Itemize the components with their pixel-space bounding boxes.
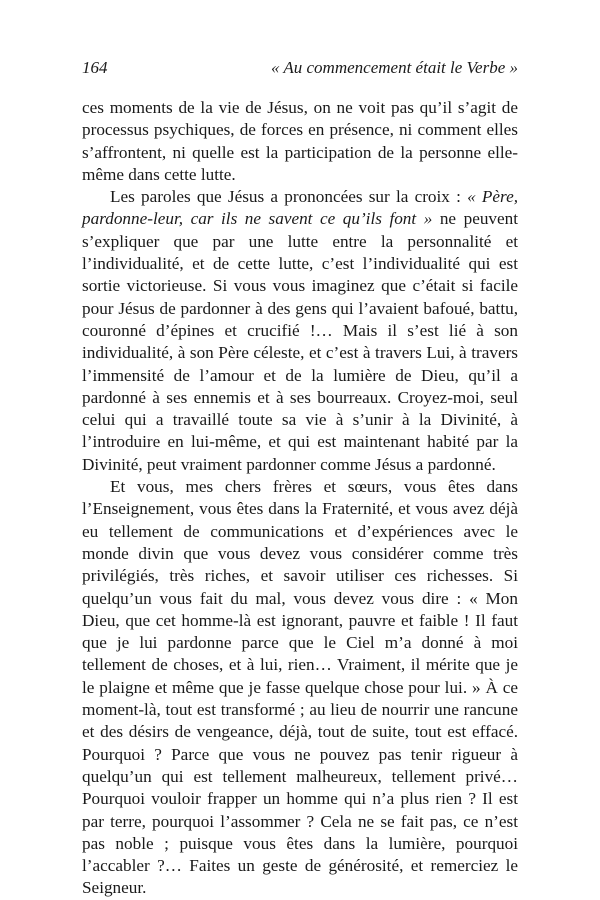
page-header bbox=[82, 58, 518, 82]
paragraph-2-rest: ne peuvent s’expliquer que par une lutte entre la personnalité et l’individualité, et de cette lutte, c’est l’individualité qui est sortie victorieuse. Si vous vous imaginez que c’était si facile pour Jésus de pardonner à des gens qui l’avaient bafoué, battu, couronné d’épines et crucifié !… Mais il s’est lié à son individualité, à son Père céleste, et c’est à travers Lui, à travers l’immensité de l’amour et de la lumière de Dieu, qu’il a pardonné à ses ennemis et à ses bourreaux. Croyez-moi, seul celui qui a travaillé toute sa vie à s’unir à la Divinité, à l’introduire en lui-même, et qui est maintenant habité par la Divinité, peut vraiment pardonner comme Jésus a pardonné. bbox=[82, 209, 519, 474]
paragraph-2 bbox=[82, 186, 518, 476]
paragraph-3: Et vous, mes chers frères et sœurs, vous êtes dans l’Enseignement, vous êtes dans la Fraternité, et vous avez déjà eu tellement de communications et d’expériences avec le monde divin que vous devez vous considérer comme très privilégiés, très riches, et savoir utiliser ces richesses. Si quelqu’un vous fait du mal, vous devez vous dire : « Mon Dieu, que cet homme-là est ignorant, pauvre et faible ! Il faut que je lui pardonne parce que le Ciel m’a donné à moi tellement de choses, et à lui, rien… Vraiment, il mérite que je le plaigne et même que je fasse quelque chose pour lui. » À ce moment-là, tout est transformé ; au lieu de nourrir une rancune et des désirs de vengeance, déjà, tout de suite, tout est effacé. Pourquoi ? Parce que vous ne pouvez pas tenir rigueur à quelqu’un qui est tellement malheureux, tellement privé… Pourquoi vouloir frapper un homme qui n’a plus rien ? Il est par terre, pourquoi l’assommer ? Cela ne se fait pas, ce n’est pas noble ; puisque vous êtes dans la lumière, pourquoi l’accabler ?… Faites un geste de générosité, et remerciez le Seigneur. bbox=[82, 477, 518, 898]
body-text bbox=[82, 97, 518, 900]
paragraph-1: ces moments de la vie de Jésus, on ne voit pas qu’il s’agit de processus psychiques, de forces en présence, ni comment elles s’affrontent, ni quelle est la participation de la personne elle-même dans cette lutte. bbox=[82, 98, 518, 184]
cross-quote: « Père, pardonne-leur, car ils ne savent ce qu’ils font » bbox=[82, 187, 519, 229]
running-title: « Au commencement était le Verbe » bbox=[270, 58, 518, 77]
paragraph-2-lead: Les paroles que Jésus a prononcées sur la croix : bbox=[110, 187, 468, 207]
page-number: 164 bbox=[82, 58, 108, 77]
